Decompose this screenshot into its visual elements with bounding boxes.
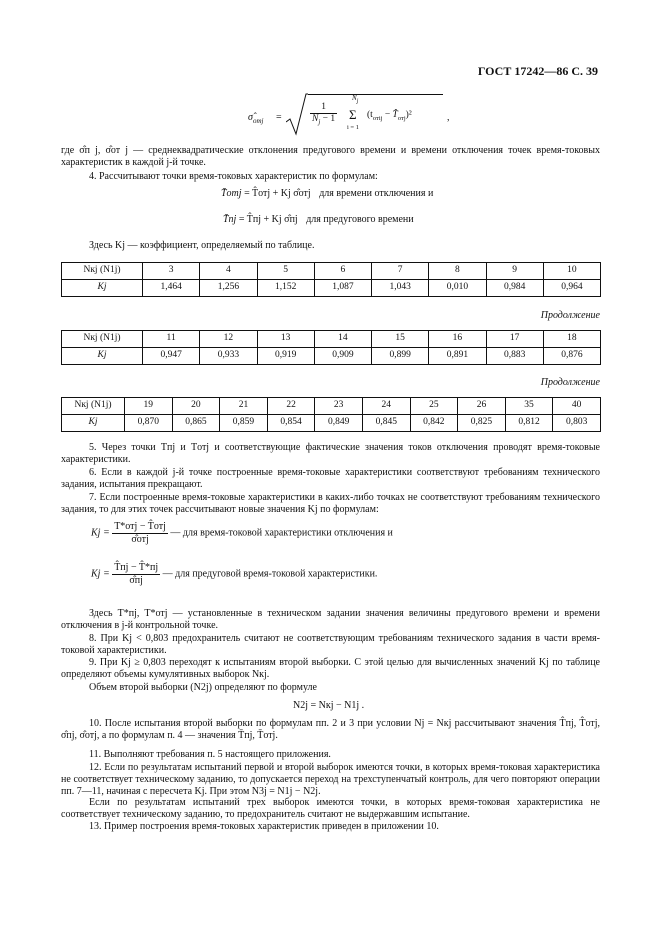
formula-T2-note: для предугового времени [306,214,414,225]
formula-K2-den: σ̂пj [129,575,143,586]
table-cell: 1,152 [257,280,314,297]
table-cell: 0,947 [143,348,200,365]
sum-top: N [352,94,357,102]
formula1-frac-den-sub: j [318,118,321,127]
table-row [62,263,601,280]
table-cell: 23 [315,398,363,415]
term-T-sub: отj [397,114,406,122]
table-cell: 0,812 [505,415,553,432]
table-row [62,398,601,415]
table-cell: 40 [553,398,601,415]
formula-K2-lhs: Kj = [91,568,110,580]
paragraph-9: 9. При Kj ≥ 0,803 переходят к испытаниям второй выборки. С этой целью для вычисленных значений Kj по таблице определяют объемы кумулятивных выборок Nкj. [61,657,600,680]
sum-icon: Σ [349,107,357,122]
paragraph-7: 7. Если построенные время-токовые характеристики в каких-либо точках не соответствуют требованиям технического задания, то для этих точек рассчитывают новые значения Kj по формулам: [61,492,600,515]
sum-top-sub: j [356,98,359,105]
formula-K1-num: T*отj − T̂отj [114,521,166,532]
table-cell: 0,919 [257,348,314,365]
root-bar [308,94,443,95]
table-head-cell: Nкj (N1j) [62,331,143,348]
formula-T2-rhs: = T̂пj + Kj σ̂пj [238,214,298,225]
formula-K1-den: σ̂отj [131,534,149,545]
table-cell: 0,825 [458,415,506,432]
table-cell: 16 [429,331,486,348]
formula-T1-rhs: = T̂отj + Kj σ̂отj [244,188,311,199]
table-cell: 0,803 [553,415,601,432]
formula-T2-lhs: T̄пj [223,214,237,225]
formula1-frac-den-rest: − 1 [322,114,336,125]
table-cell: 25 [410,398,458,415]
table-cell: 11 [143,331,200,348]
table-cell: 1,087 [314,280,371,297]
formula1-fraction [310,102,337,127]
table-cell: 5 [257,263,314,280]
continuation-label-2: Продолжение [540,377,600,388]
paragraph-4: 4. Рассчитывают точки время-токовых характеристик по формулам: [89,171,378,182]
formula1-tail: , [447,112,450,123]
formula-T1-note: для времени отключения и [319,188,434,199]
table-cell: 7 [372,263,429,280]
table-cell: 24 [362,398,410,415]
table-cell: 0,883 [486,348,543,365]
table-cell: 1,256 [200,280,257,297]
paragraph-5: 5. Через точки Tпj и Tотj и соответствующие фактические значения токов отключения проводят время-токовые характеристики. [61,442,600,465]
formula-N2: N2j = Nкj − N1j . [293,700,365,711]
table-cell: 0,849 [315,415,363,432]
table-cell: 17 [486,331,543,348]
table-cell: 8 [429,263,486,280]
table-cell: 12 [200,331,257,348]
table-cell: 3 [143,263,200,280]
term-open: (t [367,110,373,120]
formula-K-p [91,562,377,587]
paragraph-here-2: Здесь T*пj, T*отj — установленные в техническом задании значения величины предугового времени и времени отключения в j-й контрольной точке. [61,608,600,631]
table-cell: 21 [220,398,268,415]
paragraph-where: где σ̂п j, σ̂от j — среднеквадратические отклонения предугового времени и времени отключения точек время-токовых характеристик в каждой j-й точке. [61,145,600,168]
continuation-label-1: Продолжение [540,310,600,321]
formula-K2-fraction [112,562,160,587]
table-cell: 0,854 [267,415,315,432]
table-cell: 0,899 [372,348,429,365]
table-cell: 0,845 [362,415,410,432]
table-k-3 [61,397,601,432]
table-cell: 13 [257,331,314,348]
table-cell: 6 [314,263,371,280]
table-k-1 [61,262,601,297]
table-cell: 14 [314,331,371,348]
formula-K1-fraction [112,521,168,546]
table-cell: 15 [372,331,429,348]
term-minus: − [384,110,391,120]
sum-bottom: i = 1 [347,124,359,131]
term-t-sub: отij [372,114,383,122]
formula-K2-num: T̂пj − T̂*пj [114,562,159,573]
paragraph-11: 11. Выполняют требования п. 5 настоящего приложения. [89,749,331,760]
table-cell: 0,964 [543,280,600,297]
formula-K1-lhs: Kj = [91,527,110,539]
paragraph-here: Здесь Kj — коэффициент, определяемый по таблице. [89,240,315,251]
formula-T-ot [221,188,433,200]
table-cell: 0,984 [486,280,543,297]
paragraph-10: 10. После испытания второй выборки по формулам пп. 2 и 3 при условии Nj = Nкj рассчитывают значения T̂пj, T̂отj, σ̂пj, σ̂отj, а по формулам п. 4 — значения T̄пj, T̄отj. [61,718,600,741]
table-cell: 1,043 [372,280,429,297]
table-cell: 1,464 [143,280,200,297]
table-cell: 0,933 [200,348,257,365]
page-header: ГОСТ 17242—86 С. 39 [477,64,598,78]
table-row [62,348,601,365]
table-cell: 0,876 [543,348,600,365]
formula1-eq: = [276,112,282,123]
table-row [62,331,601,348]
paragraph-6: 6. Если в каждой j-й точке построенные время-токовые характеристики соответствуют требованиям технического задания, испытания прекращают. [61,467,600,490]
table-row [62,415,601,432]
table-cell: 18 [543,331,600,348]
table-cell: 4 [200,263,257,280]
paragraph-12: 12. Если по результатам испытаний первой и второй выборок имеются точки, в которых время-токовая характеристика не соответствует техническому заданию, то допускается переход на трехступенчатый контроль, для чего повторяют операции пп. 7—11, начиная с пересчета Kj. При этом N3j = N1j − N2j. [61,762,600,797]
table-cell: 35 [505,398,553,415]
table-row-label: Kj [62,280,143,297]
table-cell: 0,859 [220,415,268,432]
table-cell: 19 [125,398,173,415]
table-cell: 0,870 [125,415,173,432]
table-cell: 20 [172,398,220,415]
formula-K1-note: — для время-токовой характеристики отключения и [170,527,393,539]
formula1-frac-den: N [312,114,319,125]
table-cell: 10 [543,263,600,280]
table-row-label: Kj [62,348,143,365]
term-close: )² [405,110,412,120]
formula-K2-note: — для предуговой время-токовой характеристики. [162,568,378,580]
paragraph-8: 8. При Kj < 0,803 предохранитель считают не соответствующим требованиям технического задания в части время-токовой характеристики. [61,633,600,656]
formula-T1-lhs: T̄отj [221,188,242,199]
paragraph-13: 13. Пример построения время-токовых характеристик приведен в приложении 10. [89,821,439,832]
formula1-lhs-sub: отj [252,117,264,125]
table-cell: 0,891 [429,348,486,365]
formula-T-p [223,214,414,226]
formula1-lhs: σ̂ [248,112,253,123]
paragraph-volume: Объем второй выборки (N2j) определяют по формуле [89,682,317,693]
table-cell: 0,842 [410,415,458,432]
table-cell: 0,010 [429,280,486,297]
table-cell: 0,909 [314,348,371,365]
table-cell: 0,865 [172,415,220,432]
table-head-cell: Nкj (N1j) [62,263,143,280]
term-T: T̂ [392,110,398,120]
table-head-cell: Nкj (N1j) [62,398,125,415]
paragraph-12b: Если по результатам испытаний трех выборок имеются точки, в которых время-токовая характеристика не соответствует техническому заданию, то предохранитель считают не выдержавшим испытание. [61,797,600,820]
formula-K-ot [91,521,393,546]
root-sign-icon [286,92,308,136]
table-k-2 [61,330,601,365]
table-cell: 26 [458,398,506,415]
table-row [62,280,601,297]
formula1-frac-num: 1 [310,102,337,114]
table-cell: 22 [267,398,315,415]
table-row-label: Kj [62,415,125,432]
table-cell: 9 [486,263,543,280]
